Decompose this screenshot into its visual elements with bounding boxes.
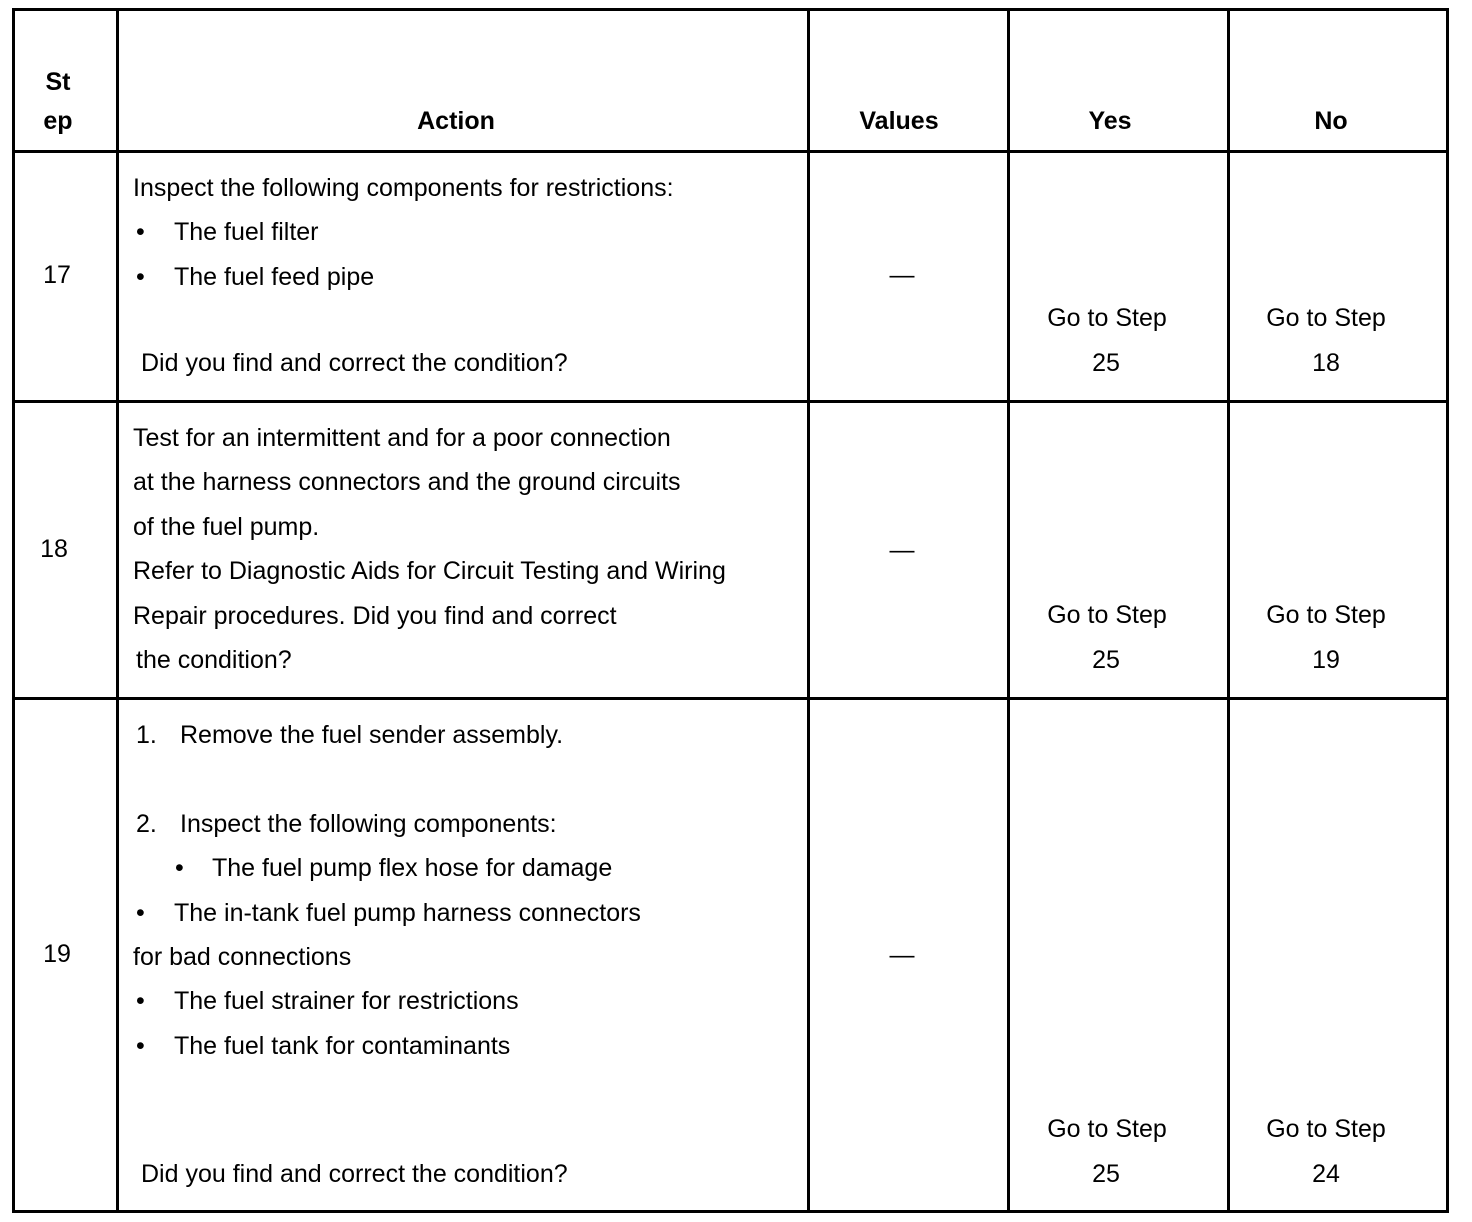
header-action: Action [417,107,495,135]
bullet-icon: • [136,1032,145,1060]
action-line: at the harness connectors and the ground circuits [133,468,681,496]
column-divider [1007,11,1010,1210]
action-line: Refer to Diagnostic Aids for Circuit Testing and Wiring [133,557,726,585]
bullet-icon: • [136,263,145,291]
header-no: No [1314,107,1348,135]
column-divider [807,11,810,1210]
no-goto-label: Go to Step [1266,304,1386,332]
action-item: Inspect the following components: [180,810,557,838]
action-question: Did you find and correct the condition? [141,349,568,377]
column-divider [1227,11,1230,1210]
yes-goto-step: 25 [1092,1160,1120,1188]
list-number: 1. [136,721,157,749]
header-step-line2: ep [43,107,73,135]
action-bullet: The fuel strainer for restrictions [174,987,519,1015]
no-goto-step: 18 [1312,349,1340,377]
yes-goto-label: Go to Step [1047,304,1167,332]
yes-goto-step: 25 [1092,646,1120,674]
no-goto-label: Go to Step [1266,601,1386,629]
step-number: 17 [43,261,71,289]
header-values: Values [859,107,939,135]
action-bullet: The fuel tank for contaminants [174,1032,511,1060]
no-goto-label: Go to Step [1266,1115,1386,1143]
no-goto-step: 24 [1312,1160,1340,1188]
column-divider [116,11,119,1210]
step-number: 18 [40,535,68,563]
action-line: Repair procedures. Did you find and correct [133,602,617,630]
action-bullet-continuation: for bad connections [133,943,352,971]
bullet-icon: • [175,854,184,882]
action-question: Did you find and correct the condition? [141,1160,568,1188]
row-divider [15,697,1446,700]
step-number: 19 [43,940,71,968]
header-yes: Yes [1088,107,1132,135]
action-line: the condition? [136,646,292,674]
action-intro: Inspect the following components for restrictions: [133,174,674,202]
value-cell: — [889,261,915,289]
action-item: Remove the fuel sender assembly. [180,721,564,749]
bullet-icon: • [136,987,145,1015]
bullet-icon: • [136,899,145,927]
action-line: of the fuel pump. [133,513,320,541]
row-divider [15,150,1446,153]
no-goto-step: 19 [1312,646,1340,674]
row-divider [15,400,1446,403]
action-bullet: The fuel filter [174,218,319,246]
bullet-icon: • [136,218,145,246]
list-number: 2. [136,810,157,838]
value-cell: — [889,536,915,564]
header-step-line1: St [45,68,71,96]
yes-goto-label: Go to Step [1047,601,1167,629]
action-line: Test for an intermittent and for a poor connection [133,424,671,452]
value-cell: — [889,941,915,969]
action-bullet: The fuel feed pipe [174,263,375,291]
yes-goto-step: 25 [1092,349,1120,377]
action-sub-bullet: The fuel pump flex hose for damage [212,854,613,882]
yes-goto-label: Go to Step [1047,1115,1167,1143]
action-bullet: The in-tank fuel pump harness connectors [174,899,641,927]
